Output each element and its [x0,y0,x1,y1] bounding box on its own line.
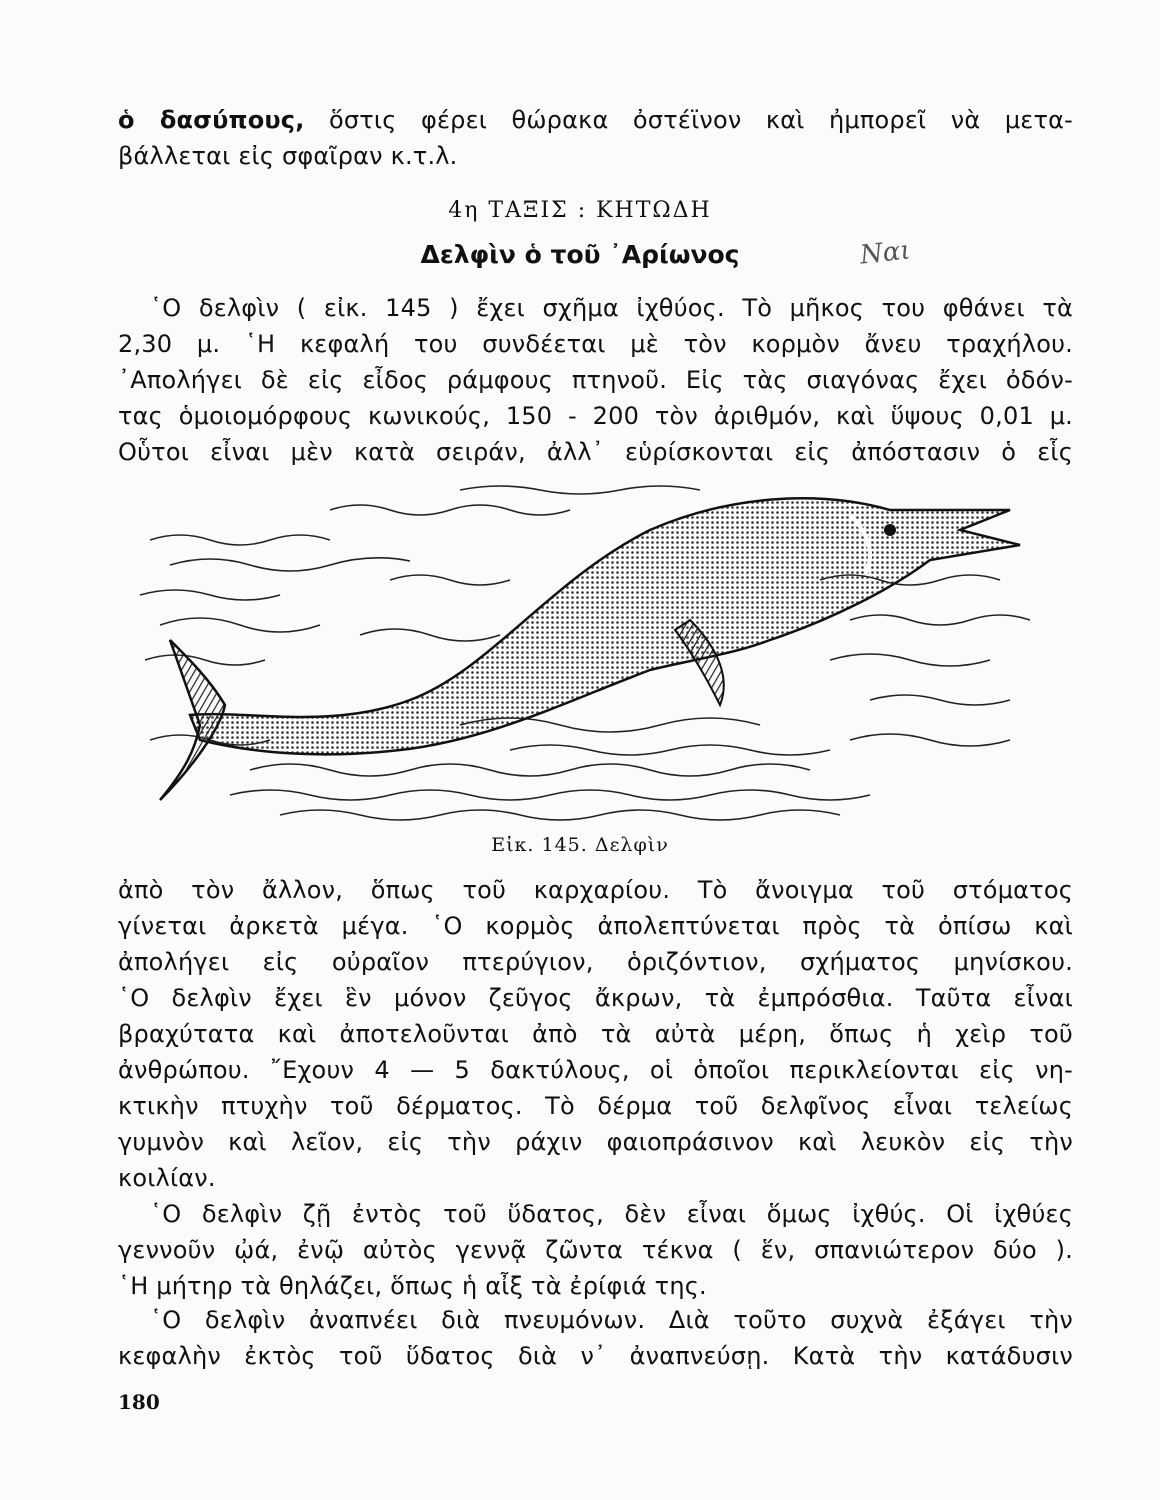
paragraph-4 [118,1302,1073,1374]
text-line: ὁ δασύπους, ὅστις φέρει θώρακα ὀστέϊνον καὶ ἠμπορεῖ νὰ μετα- [118,106,1073,134]
dolphin-illustration [130,470,1050,830]
dolphin-eye [884,524,896,536]
figure-caption: Εἰκ. 145. Δελφὶν [491,834,669,856]
text-line: Οὗτοι εἶναι μὲν κατὰ σειράν, ἀλλ᾿ εὑρίσκονται εἰς ἀπόστασιν ὁ εἷς [118,438,1073,466]
intro-text [118,102,1073,174]
text-line: γίνεται ἀρκετὰ μέγα. ῾Ο κορμὸς ἀπολεπτύνεται πρὸς τὰ ὀπίσω καὶ [118,912,1073,940]
text-line: ῾Ο δελφὶν ( εἰκ. 145 ) ἔχει σχῆμα ἰχθύος. Τὸ μῆκος του φθάνει τὰ [150,294,1073,322]
text-line: βραχύτατα καὶ ἀποτελοῦνται ἀπὸ τὰ αὐτὰ μέρη, ὅπως ἡ χεὶρ τοῦ [118,1020,1073,1048]
text-line: τας ὁμοιομόρφους κωνικούς, 150 - 200 τὸν ἀριθμόν, καὶ ὕψους 0,01 μ. [118,402,1073,430]
text-line: γυμνὸν καὶ λεῖον, εἰς τὴν ράχιν φαιοπράσινον καὶ λευκὸν εἰς τὴν [118,1128,1073,1156]
paragraph-2 [118,872,1073,1196]
text-line: κοιλίαν. [118,1164,216,1192]
species-heading: Δελφὶν ὁ τοῦ ᾿Αρίωνος [420,240,740,269]
page-number: 180 [118,1390,160,1414]
text-line: βάλλεται εἰς σφαῖραν κ.τ.λ. [118,142,458,170]
text-line: κτικὴν πτυχὴν τοῦ δέρματος. Τὸ δέρμα τοῦ δελφῖνος εἶναι τελείως [118,1092,1073,1120]
text-line: 2,30 μ. ῾Η κεφαλή του συνδέεται μὲ τὸν κορμὸν ἄνευ τραχήλου. [118,330,1073,358]
text-line: ῾Ο δελφὶν ζῇ ἐντὸς τοῦ ὕδατος, δὲν εἶναι ὅμως ἰχθύς. Οἱ ἰχθύες [150,1200,1073,1228]
text-line: κεφαλὴν ἐκτὸς τοῦ ὕδατος διὰ ν᾿ ἀναπνεύσῃ. Κατὰ τὴν κατάδυσιν [118,1342,1073,1370]
handwritten-note: Ναι [858,235,912,271]
bold-term: ὁ δασύπους, [118,106,305,134]
paragraph-3 [118,1196,1073,1304]
text-line: ἀνθρώπου. ῎Εχουν 4 — 5 δακτύλους, οἱ ὁποῖοι περικλείονται εἰς νη- [118,1056,1073,1084]
text-line: ἀπολήγει εἰς οὐραῖον πτερύγιον, ὁριζόντιον, σχήματος μηνίσκου. [118,948,1073,976]
order-heading: 4η ΤΑΞΙΣ : ΚΗΤΩΔΗ [448,198,712,223]
text-line: ῾Η μήτηρ τὰ θηλάζει, ὅπως ἡ αἶξ τὰ ἐρίφιά της. [118,1272,707,1300]
text-line: ῾Ο δελφὶν ἀναπνέει διὰ πνευμόνων. Διὰ τοῦτο συχνὰ ἐξάγει τὴν [150,1306,1073,1334]
text-line: ἀπὸ τὸν ἄλλον, ὅπως τοῦ καρχαρίου. Τὸ ἄνοιγμα τοῦ στόματος [118,876,1073,904]
text-line: ᾿Απολήγει δὲ εἰς εἶδος ράμφους πτηνοῦ. Εἰς τὰς σιαγόνας ἔχει ὀδόν- [118,366,1073,394]
text-line: γεννοῦν ᾠά, ἐνῷ αὐτὸς γεννᾷ ζῶντα τέκνα ( ἕν, σπανιώτερον δύο ). [118,1236,1073,1264]
text-line: ῾Ο δελφὶν ἔχει ἓν μόνον ζεῦγος ἄκρων, τὰ ἐμπρόσθια. Ταῦτα εἶναι [118,984,1073,1012]
paragraph-1 [118,290,1073,470]
